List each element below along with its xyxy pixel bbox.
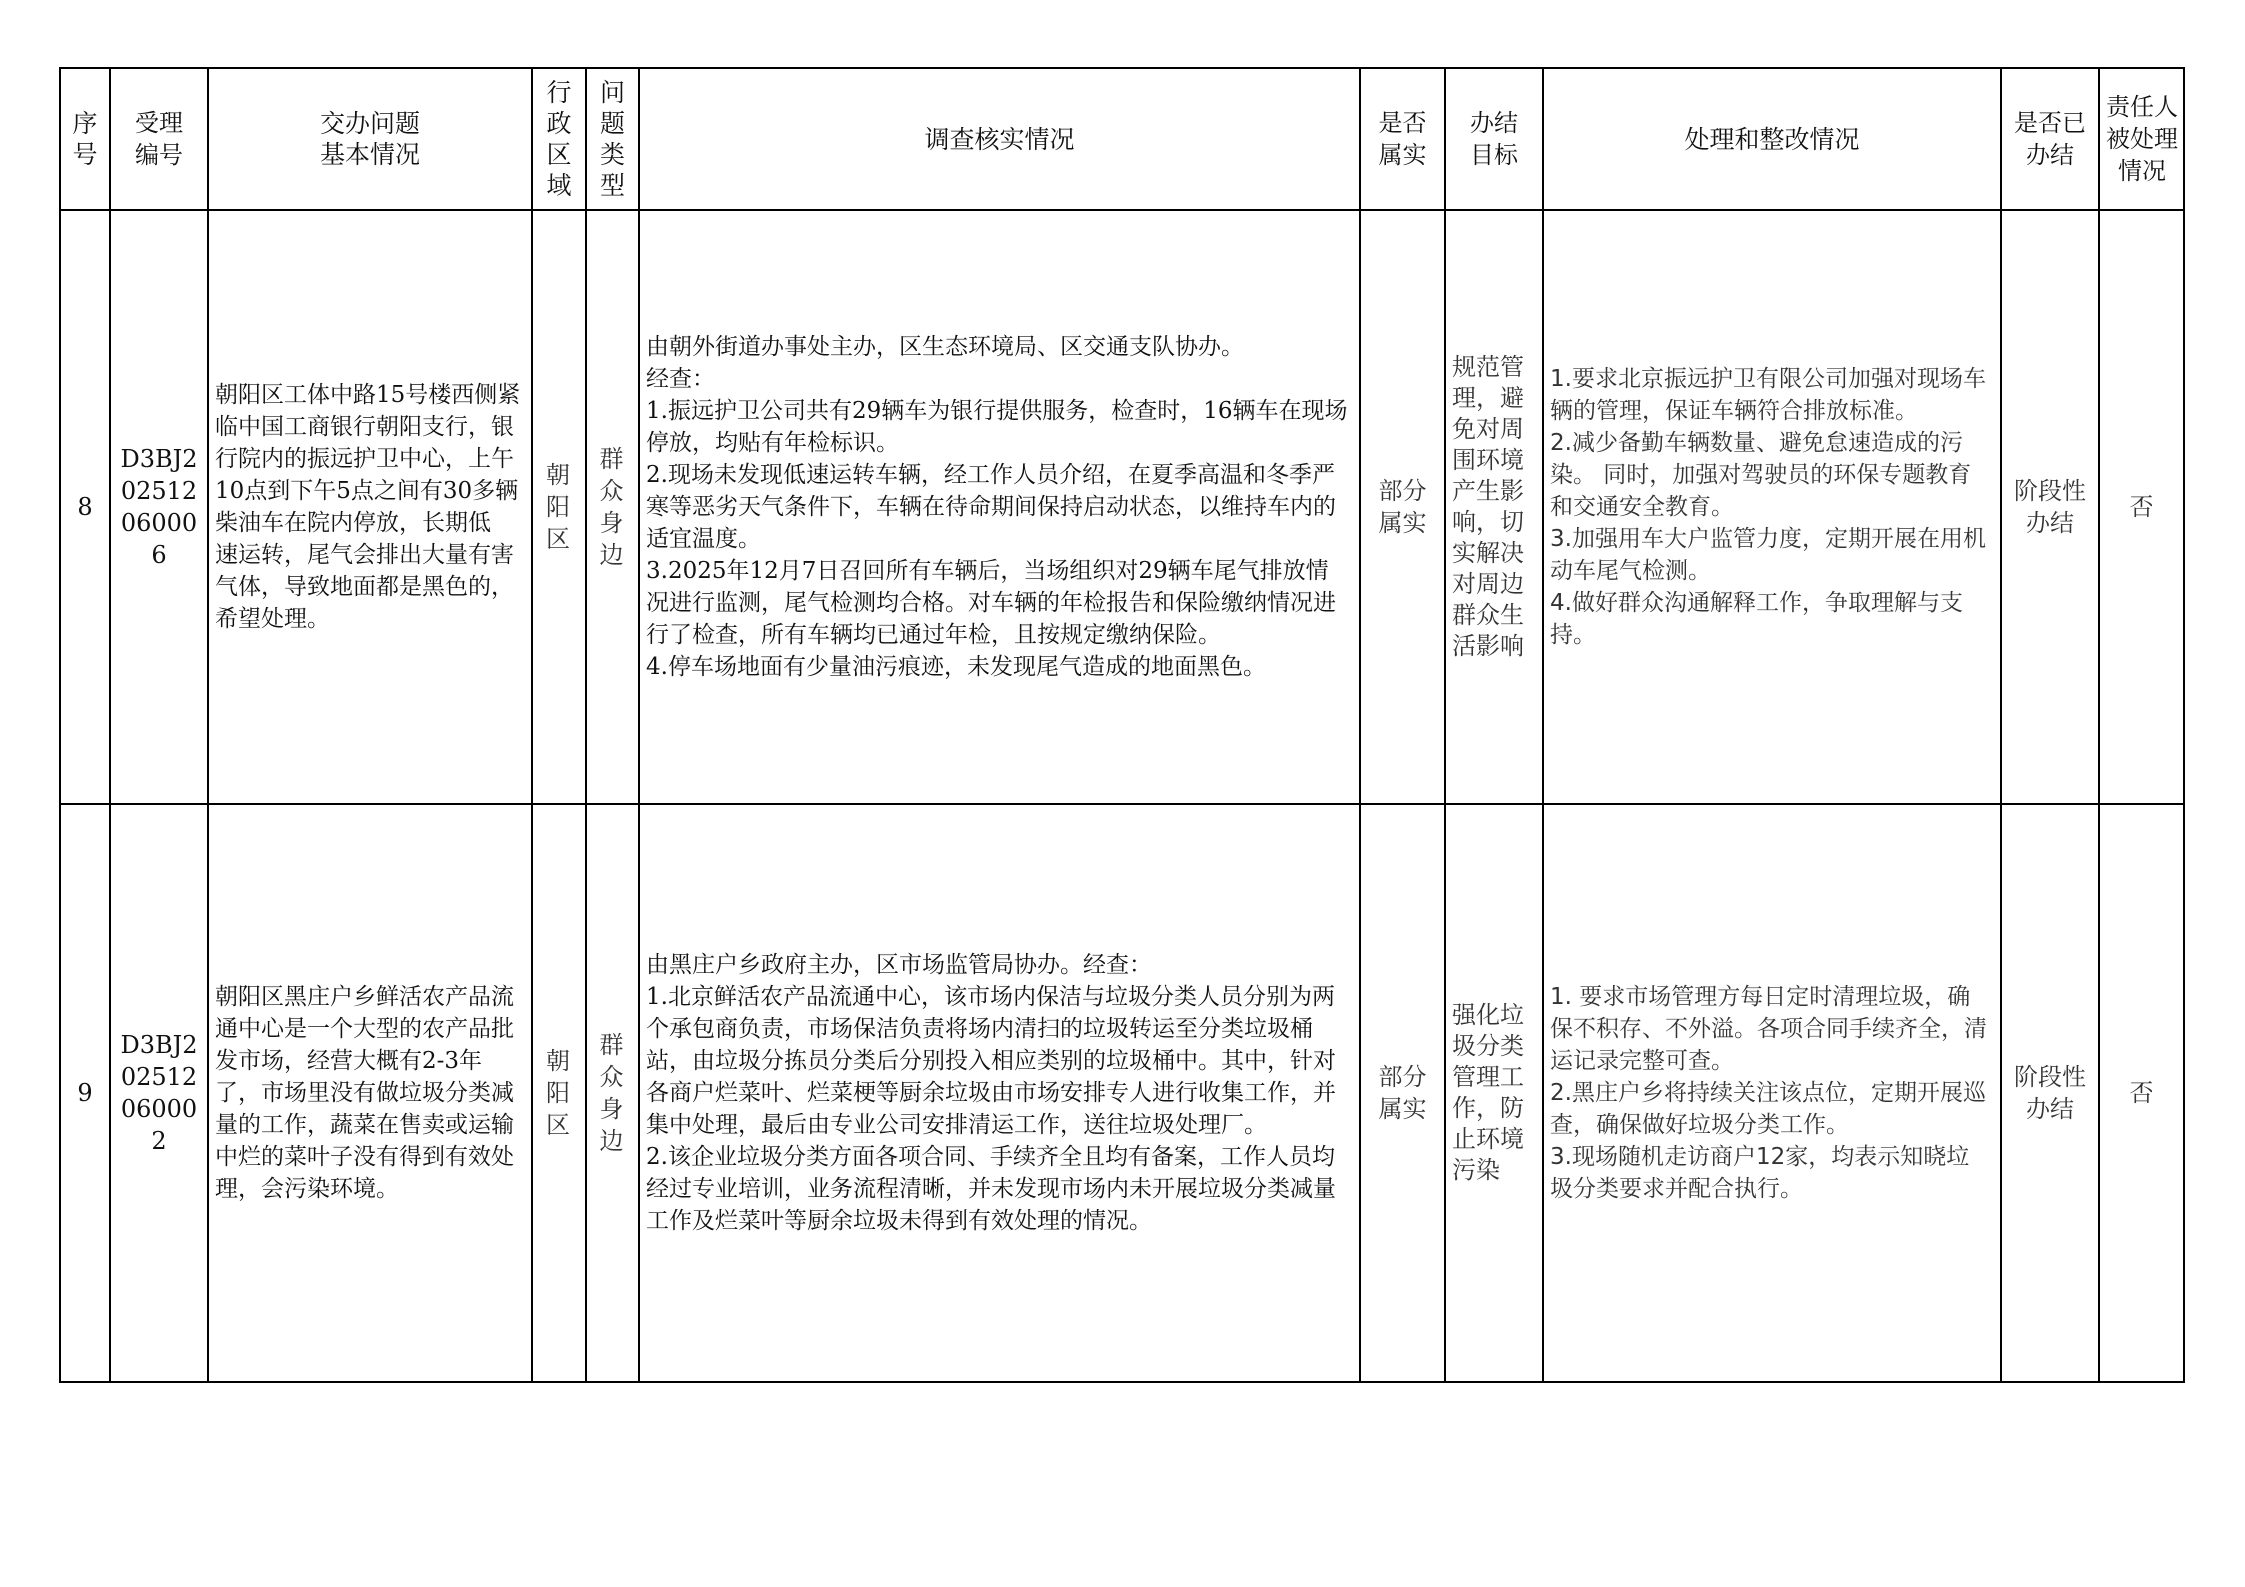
petition-handling-table	[59, 67, 2185, 1383]
header-investigation: 调查核实情况	[639, 68, 1360, 210]
header-seq: 序号	[60, 68, 110, 210]
row-case-no: D3BJ202512060002	[110, 804, 208, 1382]
row-investigation: 由朝外街道办事处主办，区生态环境局、区交通支队协办。 经查： 1.振远护卫公司共有29辆车为银行提供服务，检查时，16辆车在现场停放，均贴有年检标识。 2.现场未发现低速运转车辆，经工作人员介绍，在夏季高温和冬季严寒等恶劣天气条件下，车辆在待命期间保持启动状态，以维持车内的适宜温度。 3.2025年12月7日召回所有车辆后，当场组织对29辆车尾气排放情况进行监测，尾气检测均合格。对车辆的年检报告和保险缴纳情况进行了检查，所有车辆均已通过年检，且按规定缴纳保险。 4.停车场地面有少量油污痕迹，未发现尾气造成的地面黑色。	[639, 210, 1360, 804]
header-accountability: 责任人被处理情况	[2099, 68, 2184, 210]
table-row	[60, 210, 2184, 804]
row-accountability: 否	[2099, 804, 2184, 1382]
row-seq: 8	[60, 210, 110, 804]
header-verified: 是否属实	[1360, 68, 1445, 210]
row-issue: 朝阳区黑庄户乡鲜活农产品流通中心是一个大型的农产品批发市场，经营大概有2-3年了，市场里没有做垃圾分类减量的工作，蔬菜在售卖或运输中烂的菜叶子没有得到有效处理，会污染环境。	[208, 804, 532, 1382]
row-handling: 1. 要求市场管理方每日定时清理垃圾，确保不积存、不外溢。各项合同手续齐全，清运记录完整可查。 2.黑庄户乡将持续关注该点位，定期开展巡查，确保做好垃圾分类工作。 3.现场随机走访商户12家，均表示知晓垃圾分类要求并配合执行。	[1543, 804, 2001, 1382]
row-seq: 9	[60, 804, 110, 1382]
header-handling: 处理和整改情况	[1543, 68, 2001, 210]
header-region: 行政区域	[532, 68, 586, 210]
table-row	[60, 804, 2184, 1382]
row-region: 朝阳区	[532, 210, 586, 804]
row-goal: 强化垃圾分类管理工作，防止环境污染	[1445, 804, 1543, 1382]
row-closed: 阶段性办结	[2001, 210, 2099, 804]
row-investigation: 由黑庄户乡政府主办，区市场监管局协办。经查： 1.北京鲜活农产品流通中心，该市场内保洁与垃圾分类人员分别为两个承包商负责，市场保洁负责将场内清扫的垃圾转运至分类垃圾桶站，由垃圾分拣员分类后分别投入相应类别的垃圾桶中。其中，针对各商户烂菜叶、烂菜梗等厨余垃圾由市场安排专人进行收集工作，并集中处理，最后由专业公司安排清运工作，送往垃圾处理厂。 2.该企业垃圾分类方面各项合同、手续齐全且均有备案，工作人员均经过专业培训，业务流程清晰，并未发现市场内未开展垃圾分类减量工作及烂菜叶等厨余垃圾未得到有效处理的情况。	[639, 804, 1360, 1382]
row-goal: 规范管理，避免对周围环境产生影响，切实解决对周边群众生活影响	[1445, 210, 1543, 804]
row-region: 朝阳区	[532, 804, 586, 1382]
header-goal: 办结目标	[1445, 68, 1543, 210]
row-verified: 部分属实	[1360, 804, 1445, 1382]
header-case-no: 受理编号	[110, 68, 208, 210]
header-closed: 是否已办结	[2001, 68, 2099, 210]
row-type: 群众身边	[586, 804, 639, 1382]
row-issue: 朝阳区工体中路15号楼西侧紧临中国工商银行朝阳支行，银行院内的振远护卫中心，上午10点到下午5点之间有30多辆柴油车在院内停放，长期低 速运转，尾气会排出大量有害气体，导致地面都是黑色的，希望处理。	[208, 210, 532, 804]
row-case-no: D3BJ202512060006	[110, 210, 208, 804]
row-handling: 1.要求北京振远护卫有限公司加强对现场车辆的管理，保证车辆符合排放标准。 2.减少备勤车辆数量、避免怠速造成的污染。 同时，加强对驾驶员的环保专题教育和交通安全教育。 3.加强用车大户监管力度，定期开展在用机动车尾气检测。 4.做好群众沟通解释工作，争取理解与支持。	[1543, 210, 2001, 804]
header-row	[60, 68, 2184, 210]
row-accountability: 否	[2099, 210, 2184, 804]
row-verified: 部分属实	[1360, 210, 1445, 804]
row-closed: 阶段性办结	[2001, 804, 2099, 1382]
header-issue: 交办问题 基本情况	[208, 68, 532, 210]
row-type: 群众身边	[586, 210, 639, 804]
header-type: 问题类型	[586, 68, 639, 210]
